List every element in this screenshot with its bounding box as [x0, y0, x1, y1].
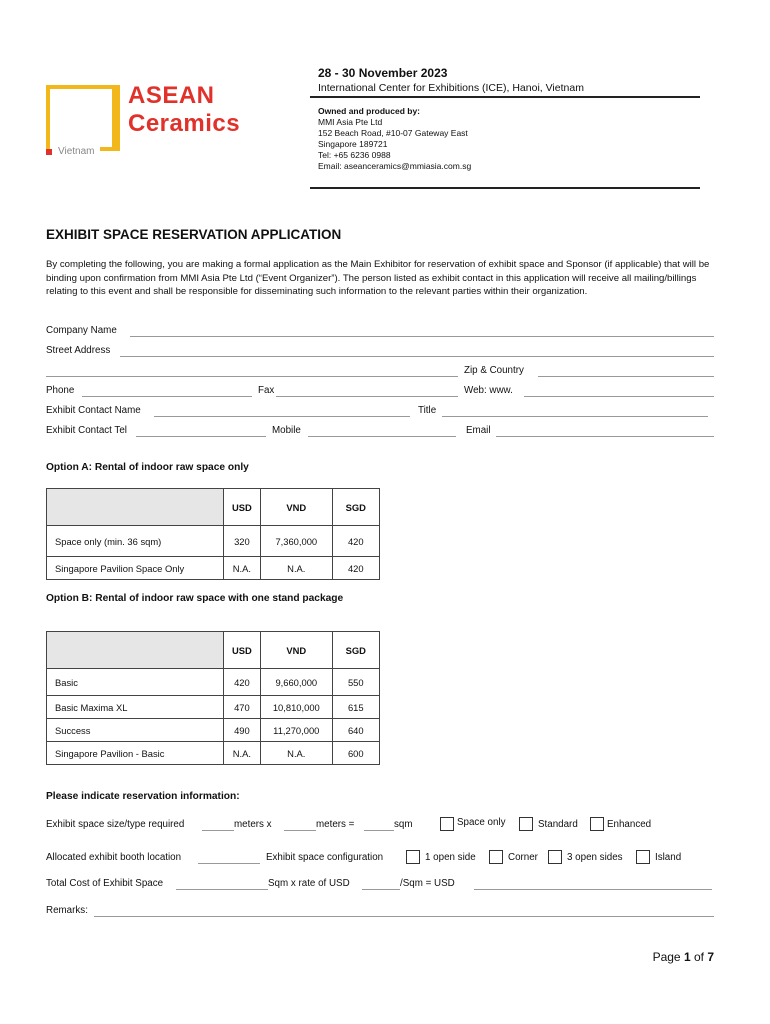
row-usd: N.A. — [224, 557, 261, 580]
page-of: of — [690, 950, 708, 964]
row-name: Basic — [47, 669, 224, 696]
phone-field[interactable] — [82, 396, 252, 397]
page-title: EXHIBIT SPACE RESERVATION APPLICATION — [46, 227, 342, 242]
row-name: Singapore Pavilion Space Only — [47, 557, 224, 580]
row-vnd: 9,660,000 — [260, 669, 332, 696]
row-usd: 420 — [224, 669, 261, 696]
logo-frame-edge — [116, 85, 120, 151]
contact-name-label: Exhibit Contact Name — [46, 405, 141, 416]
standard-label: Standard — [538, 819, 578, 830]
total-cost-label: Total Cost of Exhibit Space — [46, 878, 164, 889]
option-b-table — [46, 631, 380, 765]
total-sqm-field[interactable] — [176, 889, 268, 890]
company-name-field[interactable] — [130, 336, 714, 337]
rate-field[interactable] — [362, 889, 400, 890]
organizer-address1: 152 Beach Road, #10-07 Gateway East — [318, 128, 468, 138]
logo-country: Vietnam — [58, 146, 95, 157]
per-sqm-label: /Sqm = USD — [400, 878, 455, 889]
table-header-row — [47, 632, 380, 669]
open1-checkbox[interactable] — [406, 850, 420, 864]
row-vnd: N.A. — [260, 742, 332, 765]
page-prefix: Page — [652, 950, 684, 964]
corner-label: Corner — [508, 852, 538, 863]
street-address-field[interactable] — [120, 356, 714, 357]
header-divider-bottom — [310, 187, 700, 189]
header-vnd: VND — [260, 489, 332, 526]
logo-text-asean: ASEAN — [128, 82, 215, 109]
row-name: Basic Maxima XL — [47, 696, 224, 719]
header-sgd: SGD — [332, 489, 379, 526]
header-sgd: SGD — [332, 632, 379, 669]
booth-location-label: Allocated exhibit booth location — [46, 852, 182, 863]
organizer-block — [318, 106, 471, 172]
mobile-field[interactable] — [308, 436, 456, 437]
header-divider — [310, 96, 700, 98]
row-vnd: 7,360,000 — [260, 526, 332, 557]
logo-frame-corner — [100, 147, 120, 151]
contact-title-label: Title — [418, 405, 437, 416]
web-label: Web: www. — [464, 385, 513, 396]
remarks-label: Remarks: — [46, 905, 88, 916]
corner-checkbox[interactable] — [489, 850, 503, 864]
header-blank — [47, 489, 224, 526]
logo-frame — [46, 85, 116, 151]
total-usd-field[interactable] — [474, 889, 712, 890]
booth-location-field[interactable] — [198, 863, 260, 864]
event-date: 28 - 30 November 2023 — [318, 66, 448, 80]
contact-title-field[interactable] — [442, 416, 708, 417]
contact-name-field[interactable] — [154, 416, 410, 417]
logo-dot — [46, 149, 52, 155]
row-sgd: 420 — [332, 557, 379, 580]
organizer-company: MMI Asia Pte Ltd — [318, 117, 383, 127]
zip-country-label: Zip & Country — [464, 365, 524, 376]
standard-checkbox[interactable] — [519, 817, 533, 831]
meters-x-label: meters x — [234, 819, 272, 830]
mobile-label: Mobile — [272, 425, 301, 436]
row-name: Space only (min. 36 sqm) — [47, 526, 224, 557]
row-name: Success — [47, 719, 224, 742]
enhanced-label: Enhanced — [607, 819, 652, 830]
phone-label: Phone — [46, 385, 75, 396]
email-label: Email — [466, 425, 491, 436]
table-row — [47, 719, 380, 742]
company-name-label: Company Name — [46, 325, 117, 336]
street-address-label: Street Address — [46, 345, 111, 356]
email-field[interactable] — [496, 436, 714, 437]
open1-label: 1 open side — [425, 852, 476, 863]
row-sgd: 420 — [332, 526, 379, 557]
page-number — [653, 950, 714, 964]
page-total: 7 — [707, 950, 714, 964]
reservation-heading: Please indicate reservation information: — [46, 791, 240, 802]
option-b-title: Option B: Rental of indoor raw space with one stand package — [46, 593, 344, 604]
island-label: Island — [655, 852, 682, 863]
header-usd: USD — [224, 489, 261, 526]
intro-paragraph: By completing the following, you are making a formal application as the Main Exhibitor for reservation of exhibit space and Sponsor (if applicable) that will be binding upon confirmation from MMI Asia Pte Ltd (“Event Organizer”). The person listed as exhibit contact in this application will receive all mailing/billings relating to this event and shall be responsible for disseminating such information to the relevant parties within their organization. — [46, 259, 710, 297]
header-usd: USD — [224, 632, 261, 669]
row-usd: 470 — [224, 696, 261, 719]
street-address-field-2[interactable] — [46, 376, 458, 377]
row-sgd: 640 — [332, 719, 379, 742]
row-usd: 320 — [224, 526, 261, 557]
contact-tel-field[interactable] — [136, 436, 266, 437]
fax-label: Fax — [258, 385, 275, 396]
row-vnd: 11,270,000 — [260, 719, 332, 742]
sqm-label: sqm — [394, 819, 413, 830]
row-sgd: 600 — [332, 742, 379, 765]
option-a-title: Option A: Rental of indoor raw space only — [46, 462, 249, 473]
row-sgd: 615 — [332, 696, 379, 719]
organizer-tel: Tel: +65 6236 0988 — [318, 150, 391, 160]
row-usd: 490 — [224, 719, 261, 742]
table-row — [47, 742, 380, 765]
open3-checkbox[interactable] — [548, 850, 562, 864]
size-label: Exhibit space size/type required — [46, 819, 185, 830]
size-total-field[interactable] — [364, 830, 394, 831]
event-venue: International Center for Exhibitions (ICE), Hanoi, Vietnam — [318, 82, 584, 94]
remarks-field[interactable] — [94, 916, 714, 917]
header-vnd: VND — [260, 632, 332, 669]
row-vnd: 10,810,000 — [260, 696, 332, 719]
fax-field[interactable] — [276, 396, 458, 397]
sqm-rate-label: Sqm x rate of USD — [268, 878, 350, 889]
row-usd: N.A. — [224, 742, 261, 765]
owned-label: Owned and produced by: — [318, 106, 421, 116]
option-a-table — [46, 488, 380, 580]
table-row — [47, 669, 380, 696]
space-only-checkbox[interactable] — [440, 817, 454, 831]
contact-tel-label: Exhibit Contact Tel — [46, 425, 127, 436]
row-sgd: 550 — [332, 669, 379, 696]
organizer-address2: Singapore 189721 — [318, 139, 388, 149]
logo-text-ceramics: Ceramics — [128, 110, 241, 137]
open3-label: 3 open sides — [567, 852, 623, 863]
organizer-email: Email: aseanceramics@mmiasia.com.sg — [318, 161, 472, 171]
space-only-label: Space only — [457, 817, 506, 828]
table-row — [47, 696, 380, 719]
page-current: 1 — [683, 950, 691, 964]
enhanced-checkbox[interactable] — [590, 817, 604, 831]
zip-country-field[interactable] — [538, 376, 714, 377]
table-header-row — [47, 489, 380, 526]
configuration-label: Exhibit space configuration — [266, 852, 384, 863]
row-name: Singapore Pavilion - Basic — [47, 742, 224, 765]
table-row — [47, 557, 380, 580]
size-width-field[interactable] — [202, 830, 234, 831]
island-checkbox[interactable] — [636, 850, 650, 864]
web-field[interactable] — [524, 396, 714, 397]
header-blank — [47, 632, 224, 669]
size-length-field[interactable] — [284, 830, 316, 831]
table-row — [47, 526, 380, 557]
row-vnd: N.A. — [260, 557, 332, 580]
meters-eq-label: meters = — [316, 819, 355, 830]
